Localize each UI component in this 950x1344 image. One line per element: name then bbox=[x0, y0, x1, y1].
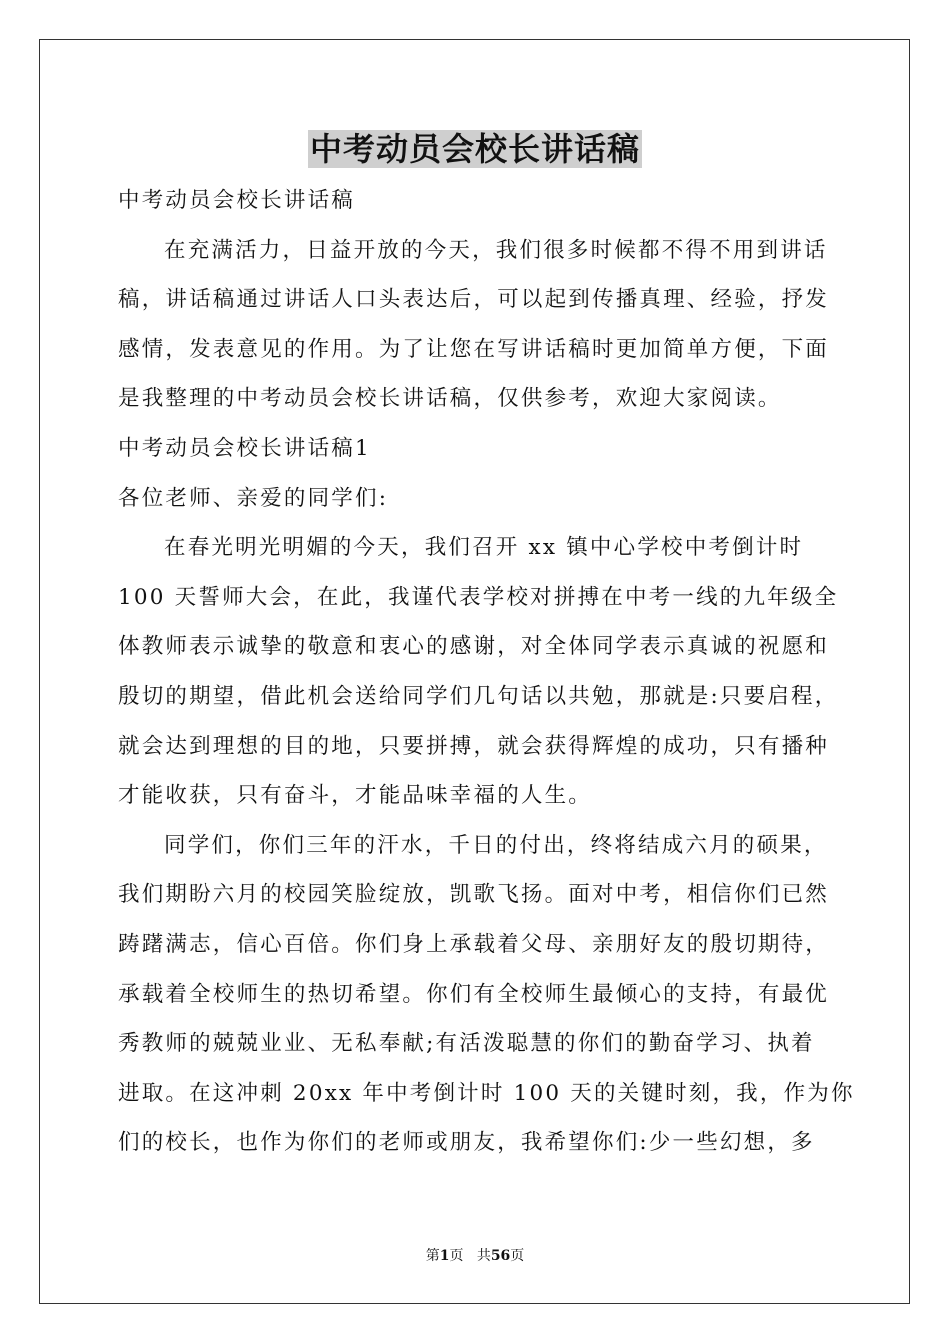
paragraph-line: 进取。在这冲刺 20xx 年中考倒计时 100 天的关键时刻，我，作为你 bbox=[118, 1080, 855, 1106]
total-pages: 56 bbox=[490, 1248, 511, 1264]
document-body bbox=[118, 176, 855, 1168]
document-subtitle: 中考动员会校长讲话稿 bbox=[118, 188, 356, 213]
paragraph-line: 踌躇满志，信心百倍。你们身上承载着父母、亲朋好友的殷切期待， bbox=[118, 931, 830, 957]
paragraph-line: 们的校长，也作为你们的老师或朋友，我希望你们:少一些幻想，多 bbox=[118, 1130, 815, 1156]
page-prefix: 第 bbox=[425, 1248, 440, 1264]
page-number: 1 bbox=[439, 1248, 450, 1264]
paragraph-line: 同学们，你们三年的汗水，千日的付出，终将结成六月的硕果， bbox=[164, 832, 828, 858]
paragraph-line: 我们期盼六月的校园笑脸绽放，凯歌飞扬。面对中考，相信你们已然 bbox=[118, 882, 830, 908]
paragraph-line: 才能收获，只有奋斗，才能品味幸福的人生。 bbox=[118, 783, 593, 809]
document-title-text: 中考动员会校长讲话稿 bbox=[309, 130, 640, 168]
paragraph-line: 秀教师的兢兢业业、无私奉献;有活泼聪慧的你们的勤奋学习、执着 bbox=[118, 1031, 815, 1057]
paragraph-line: 体教师表示诚挚的敬意和衷心的感谢，对全体同学表示真诚的祝愿和 bbox=[118, 634, 830, 660]
intro-line: 感情，发表意见的作用。为了让您在写讲话稿时更加简单方便，下面 bbox=[118, 336, 830, 362]
paragraph-line: 在春光明光明媚的今天，我们召开 xx 镇中心学校中考倒计时 bbox=[164, 535, 804, 561]
paragraph-line: 殷切的期望，借此机会送给同学们几句话以共勉，那就是:只要启程， bbox=[118, 683, 839, 709]
intro-line: 稿，讲话稿通过讲话人口头表达后，可以起到传播真理、经验，抒发 bbox=[118, 287, 830, 313]
paragraph-line: 100 天誓师大会，在此，我谨代表学校对拼搏在中考一线的九年级全 bbox=[118, 584, 839, 610]
salutation: 各位老师、亲爱的同学们: bbox=[118, 485, 389, 511]
intro-line: 在充满活力，日益开放的今天，我们很多时候都不得不用到讲话 bbox=[164, 237, 828, 263]
page-suffix: 页 bbox=[449, 1248, 464, 1264]
paragraph-line: 就会达到理想的目的地，只要拼搏，就会获得辉煌的成功，只有播种 bbox=[118, 733, 830, 759]
paragraph-line: 承载着全校师生的热切希望。你们有全校师生最倾心的支持，有最优 bbox=[118, 981, 830, 1007]
intro-line: 是我整理的中考动员会校长讲话稿，仅供参考，欢迎大家阅读。 bbox=[118, 386, 782, 412]
document-title bbox=[0, 126, 950, 172]
page-footer bbox=[0, 1246, 950, 1266]
section-heading: 中考动员会校长讲话稿1 bbox=[118, 435, 371, 461]
total-prefix: 共 bbox=[476, 1248, 491, 1264]
total-suffix: 页 bbox=[510, 1248, 525, 1264]
